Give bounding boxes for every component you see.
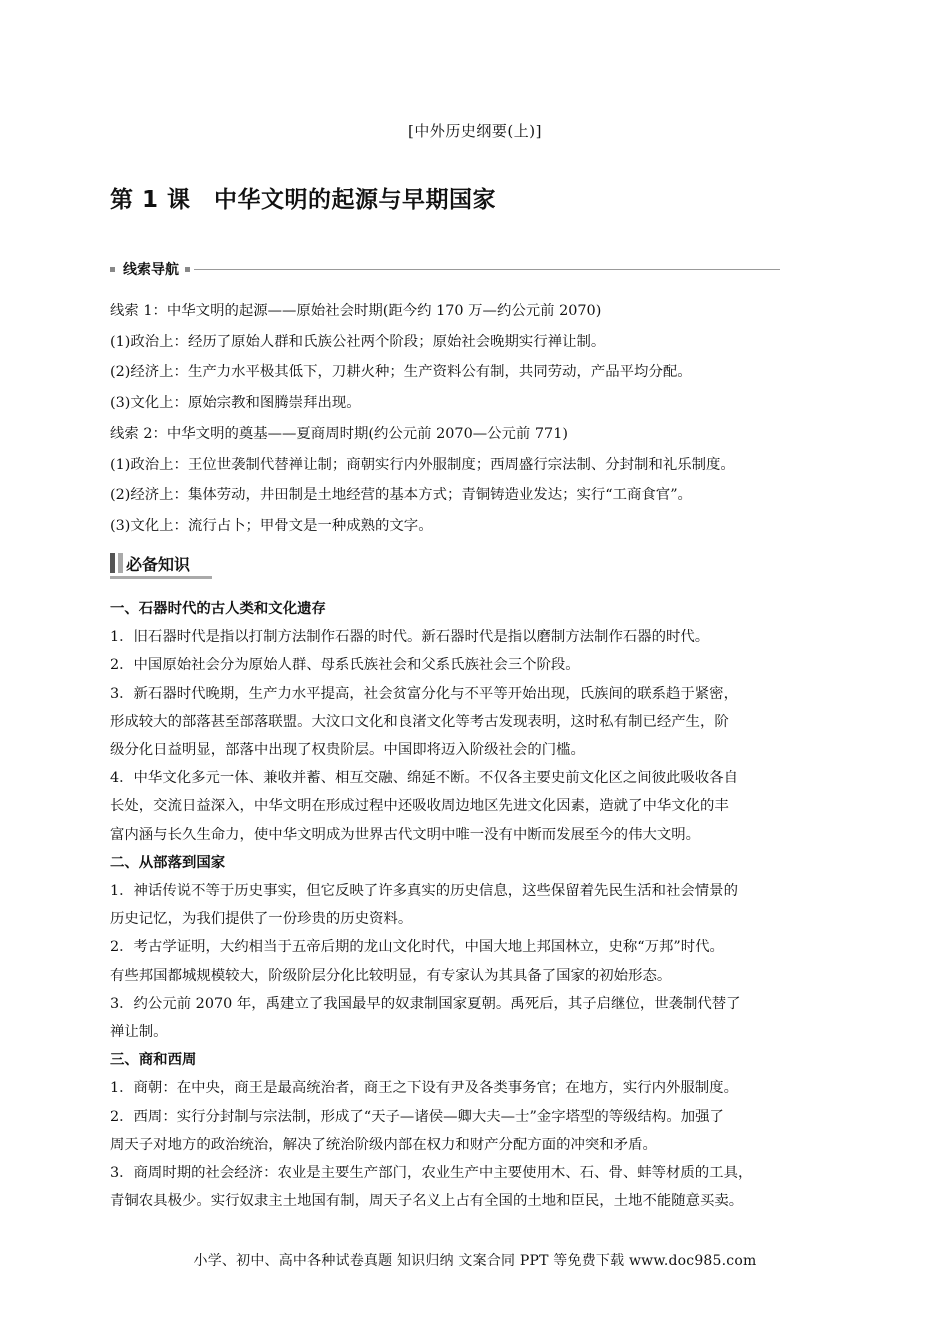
knowledge-content [110,595,845,1215]
subsection-heading: 一、石器时代的古人类和文化遗存 [110,601,326,617]
paragraph-line: 长处，交流日益深入，中华文明在形成过程中还吸收周边地区先进文化因素，造就了中华文化的丰 [110,798,729,815]
clue-line: 线索 1：中华文明的起源——原始社会时期(距今约 170 万—约公元前 2070) [110,303,602,319]
paragraph-line: 形成较大的部落甚至部落联盟。大汶口文化和良渚文化等考古发现表明，这时私有制已经产生，阶 [110,713,729,730]
page-footer: 小学、初中、高中各种试卷真题 知识归纳 文案合同 PPT 等免费下载 www.doc985.com [193,1253,757,1269]
clue-line: (1)政治上：王位世袭制代替禅让制；商朝实行内外服制度；西周盛行宗法制、分封制和礼乐制度。 [110,456,735,473]
section-heading [110,551,212,577]
paragraph-line: 青铜农具极少。实行奴隶主土地国有制，周天子名义上占有全国的土地和臣民，土地不能随意买卖。 [110,1193,744,1210]
clue-lines [110,296,840,542]
clue-navigation-header [110,259,780,279]
paragraph-line: 3．商周时期的社会经济：农业是主要生产部门，农业生产中主要使用木、石、骨、蚌等材质的工具， [110,1165,753,1182]
section-bar-icon [110,553,115,573]
divider-line [194,269,780,270]
paragraph-line: 有些邦国都城规模较大，阶级阶层分化比较明显，有专家认为其具备了国家的初始形态。 [110,967,672,984]
paragraph-line: 周天子对地方的政治统治，解决了统治阶级内部在权力和财产分配方面的冲突和矛盾。 [110,1136,657,1153]
paragraph-line: 2．考古学证明，大约相当于五帝后期的龙山文化时代，中国大地上邦国林立，史称“万邦”时代。 [110,939,724,956]
clue-line: (2)经济上：集体劳动，井田制是土地经营的基本方式；青铜铸造业发达；实行“工商食官”。 [110,487,692,504]
subsection-heading: 二、从部落到国家 [110,854,226,871]
lesson-title: 第 1 课 中华文明的起源与早期国家 [110,187,497,213]
paragraph-line: 2．中国原始社会分为原始人群、母系氏族社会和父系氏族社会三个阶段。 [110,657,580,674]
paragraph-line: 1．神话传说不等于历史事实，但它反映了许多真实的历史信息，这些保留着先民生活和社会情景的 [110,883,738,900]
paragraph-line: 4．中华文化多元一体、兼收并蓄、相互交融、绵延不断。不仅各主要史前文化区之间彼此吸收各自 [110,770,738,787]
paragraph-line: 1．商朝：在中央，商王是最高统治者，商王之下设有尹及各类事务官；在地方，实行内外服制度。 [110,1080,738,1097]
clue-line: (2)经济上：生产力水平极其低下，刀耕火种；生产资料公有制，共同劳动，产品平均分配。 [110,364,692,381]
section-heading-label: 必备知识 [126,555,191,574]
square-bullet-icon [110,267,115,272]
paragraph-line: 2．西周：实行分封制与宗法制，形成了“天子—诸侯—卿大夫—士”金字塔型的等级结构。加强了 [110,1108,724,1125]
clue-navigation-label: 线索导航 [123,262,179,278]
clue-line: 线索 2：中华文明的奠基——夏商周时期(约公元前 2070—公元前 771) [110,425,568,442]
paragraph-line: 禅让制。 [110,1024,168,1041]
clue-line: (3)文化上：原始宗教和图腾崇拜出现。 [110,395,361,412]
clue-line: (3)文化上：流行占卜；甲骨文是一种成熟的文字。 [110,517,433,534]
paragraph-line: 1．旧石器时代是指以打制方法制作石器的时代。新石器时代是指以磨制方法制作石器的时代。 [110,629,710,646]
paragraph-line: 3．约公元前 2070 年，禹建立了我国最早的奴隶制国家夏朝。禹死后，其子启继位，世袭制代替了 [110,995,741,1012]
paragraph-line: 3．新石器时代晚期，生产力水平提高，社会贫富分化与不平等开始出现，氏族间的联系趋于紧密， [110,685,738,702]
clue-line: (1)政治上：经历了原始人群和氏族公社两个阶段；原始社会晚期实行禅让制。 [110,333,606,350]
paragraph-line: 历史记忆，为我们提供了一份珍贵的历史资料。 [110,911,413,928]
book-header: [中外历史纲要(上)] [408,122,542,140]
section-underline [110,576,212,579]
subsection-heading: 三、商和西周 [110,1052,197,1069]
section-bar-icon [118,553,123,573]
square-bullet-icon [185,267,190,272]
paragraph-line: 级分化日益明显，部落中出现了权贵阶层。中国即将迈入阶级社会的门槛。 [110,742,585,759]
paragraph-line: 富内涵与长久生命力，使中华文明成为世界古代文明中唯一没有中断而发展至今的伟大文明。 [110,826,701,843]
